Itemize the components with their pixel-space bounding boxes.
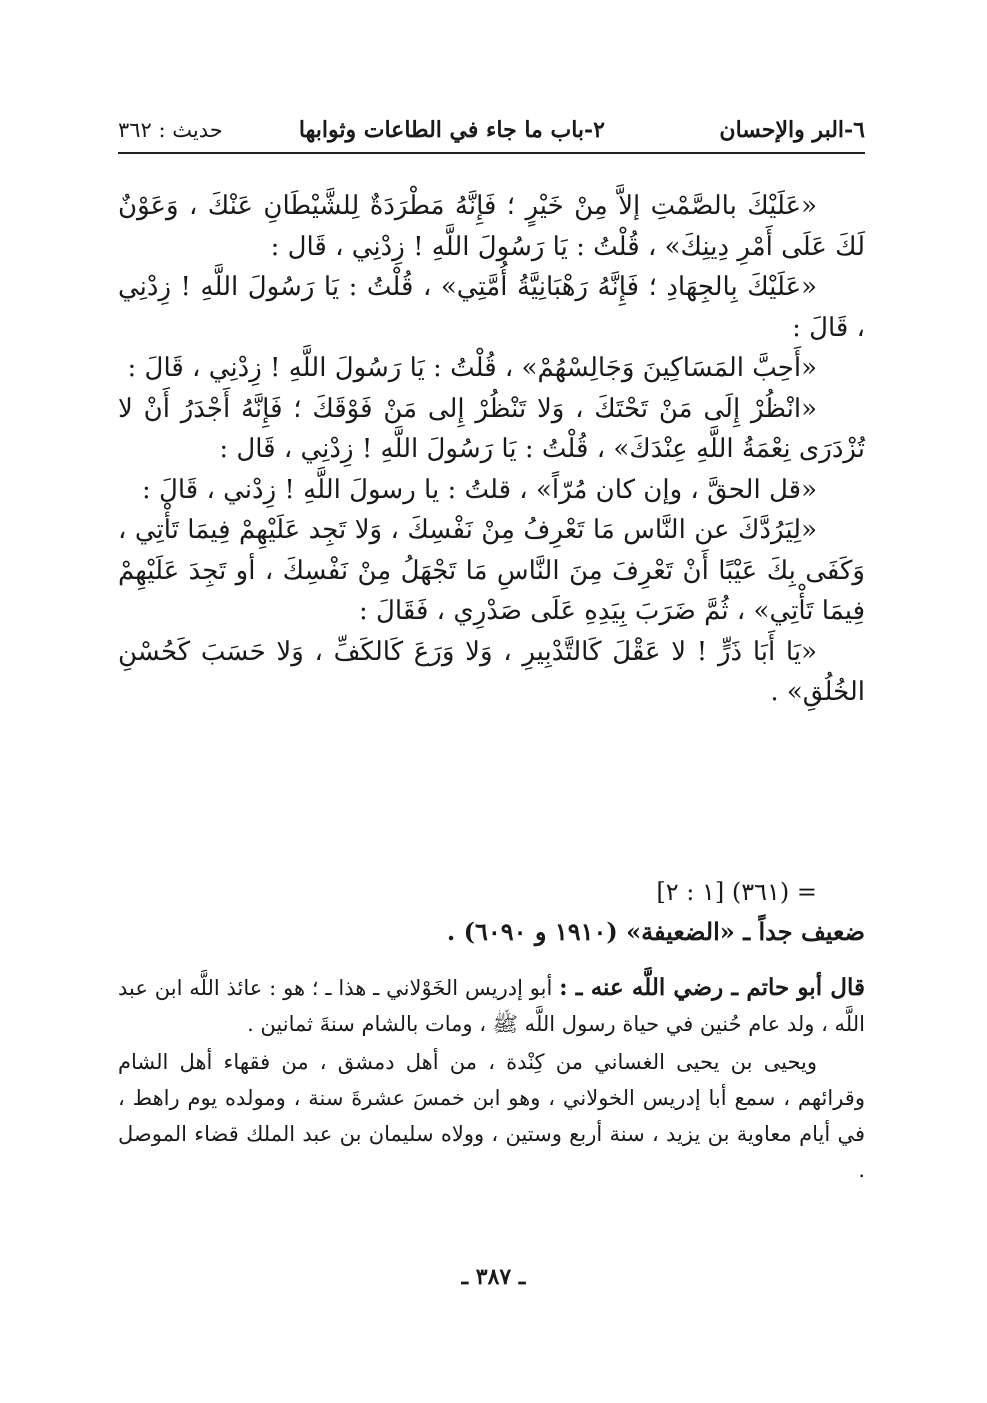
- hadith-paragraph-3: «أَحِبَّ المَسَاكِينَ وَجَالِسْهُمْ» ، قُلْتُ : يَا رَسُولَ اللَّهِ ! زِدْنِي ، قَالَ :: [127, 353, 817, 383]
- hadith-reference: [118, 872, 865, 952]
- hadith-paragraph-2: «عَلَيْكَ بِالجِهَادِ ؛ فَإِنَّهُ رَهْبَانِيَّةُ أُمَّتِي» ، قُلْتُ : يَا رَسُولَ اللَّهِ ! زِدْنِي ، قَالَ :: [118, 272, 865, 343]
- hadith-paragraph-1: «عَلَيْكَ بالصَّمْتِ إلاَّ مِنْ خَيْرٍ ؛ فَإِنَّهُ مَطْرَدَةٌ لِلشَّيْطَانِ عَنْكَ ، وَعَوْنٌ لَكَ عَلَى أَمْرِ دِينِكَ» ، قُلْتُ : يَا رَسُولَ اللَّهِ ! زِدْنِي ، قَال :: [118, 191, 865, 262]
- header-divider: [118, 152, 865, 154]
- hadith-paragraph-7: «يَا أَبَا ذَرٍّ ! لا عَقْلَ كَالتَّدْبِيرِ ، وَلا وَرَعَ كَالكَفِّ ، وَلا حَسَبَ كَحُسْنِ الخُلُقِ» .: [118, 636, 865, 707]
- narrator-biography: [118, 970, 865, 1188]
- grading-text: ضعيف جداً ـ «الضعيفة» (١٩١٠ و ٦٠٩٠) .: [446, 917, 865, 946]
- running-header: [118, 112, 865, 148]
- hadith-text: [118, 186, 865, 713]
- hadith-paragraph-5: «قل الحقَّ ، وإن كان مُرّاً» ، قلتُ : يا رسولَ اللَّهِ ! زِدْني ، قَالَ :: [141, 474, 817, 505]
- bio-paragraph-2: ويحيى بن يحيى الغساني من كِنْدة ، من أهل دمشق ، من فقهاء أهل الشام وقرائهم ، سمع أبا إدريس الخولاني ، وهو ابن خمسَ عشرةَ سنة ، ومولده يوم راهط ، في أيام معاوية بن يزيد ، سنة أربع وستين ، وولاه سليمان بن عبد الملك قضاء الموصل .: [118, 1050, 865, 1182]
- hadith-number: حديث : ٣٦٢: [118, 118, 223, 142]
- section-title: ٢-باب ما جاء في الطاعات وثوابها: [298, 117, 605, 143]
- hadith-paragraph-6: «لِيَرُدَّكَ عن النَّاس مَا تَعْرِفُ مِنْ نَفْسِكَ ، وَلا تَجِد عَلَيْهِمْ فِيمَا تَأْتِي ، وَكَفَى بِكَ عَيْبًا أَنْ تَعْرِفَ مِنَ النَّاسِ مَا تَجْهَلُ مِنْ نَفْسِكَ ، أو تَجِدَ عَلَيْهِمْ فِيمَا تَأْتِي» ، ثُمَّ ضَرَبَ بِيَدِهِ عَلَى صَدْرِي ، فَقَالَ :: [118, 515, 865, 626]
- bio-lead: قال أبو حاتم ـ رضي اللَّه عنه ـ :: [559, 974, 865, 1001]
- page-number: ـ ٣٨٧ ـ: [461, 1264, 526, 1290]
- reference-grading: [118, 912, 865, 952]
- reference-numbering: = (٣٦١) [١ : ٢]: [656, 878, 817, 906]
- bio-paragraph-1: [118, 970, 865, 1042]
- chapter-title: ٦-البر والإحسان: [719, 117, 865, 143]
- hadith-paragraph-4: «انْظُرْ إِلَى مَنْ تَحْتَكَ ، وَلا تَنْظُرْ إِلى مَنْ فَوْقَكَ ؛ فَإِنَّهُ أَجْدَرُ أَنْ لا تُزْدَرَى نِعْمَةُ اللَّهِ عِنْدَكَ» ، قُلْتُ : يَا رَسُولَ اللَّهِ ! زِدْنِي ، قَال :: [118, 393, 865, 464]
- bio-text-1: أبو إدريس الخَوْلاني ـ هذا ـ ؛ هو : عائذ اللَّه ابن عبد اللَّه ، ولد عام حُنين في حياة رسول اللَّه ﷺ ، ومات بالشام سنةَ ثمانين .: [118, 976, 865, 1036]
